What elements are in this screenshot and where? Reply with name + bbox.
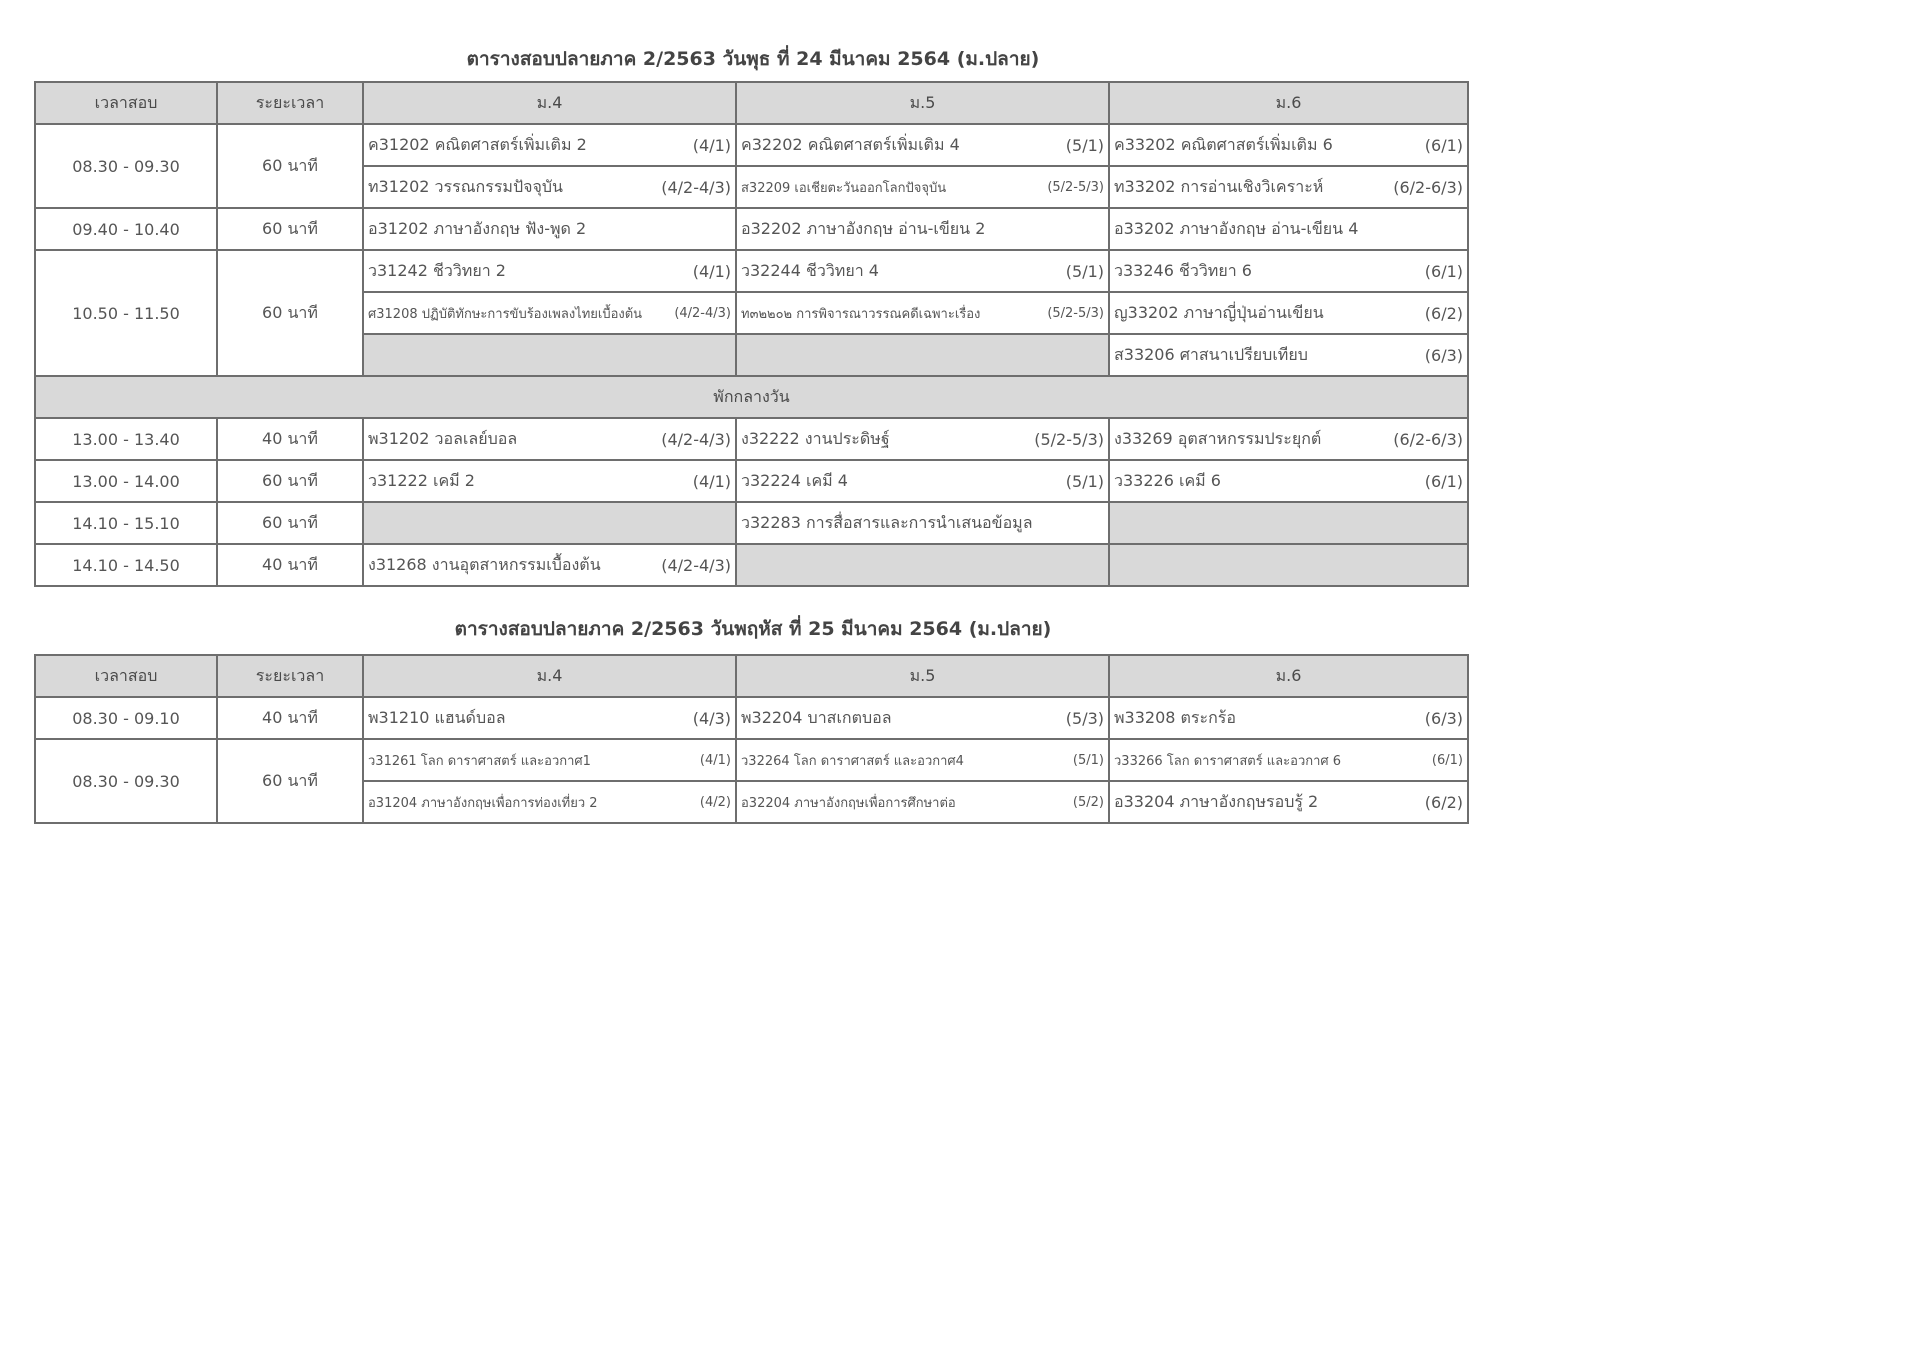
table-row — [35, 502, 1468, 544]
subject: ว32264 โลก ดาราศาสตร์ และอวกาศ4 — [741, 753, 964, 769]
exam-cell-m4 — [363, 166, 736, 208]
table-header-row — [35, 655, 1468, 697]
exam-cell-m6 — [1109, 418, 1468, 460]
class-group: (6/3) — [1424, 708, 1463, 728]
table-row — [35, 460, 1468, 502]
exam-duration: 40 นาที — [217, 544, 363, 586]
class-group: (4/1) — [699, 752, 731, 768]
subject: อ31202 ภาษาอังกฤษ ฟัง-พูด 2 — [368, 218, 587, 238]
exam-duration: 60 นาที — [217, 124, 363, 208]
subject: อ31204 ภาษาอังกฤษเพื่อการท่องเที่ยว 2 — [368, 795, 598, 811]
subject: อ33204 ภาษาอังกฤษรอบรู้ 2 — [1114, 791, 1319, 811]
exam-cell-m4 — [363, 418, 736, 460]
class-group: (5/1) — [1072, 752, 1104, 768]
class-group: (4/2-4/3) — [661, 177, 731, 197]
exam-schedule-title-day2: ตารางสอบปลายภาค 2/2563 วันพฤหัส ที่ 25 มีนาคม 2564 (ม.ปลาย) — [454, 618, 1052, 640]
exam-time: 10.50 - 11.50 — [35, 250, 217, 376]
subject: อ32202 ภาษาอังกฤษ อ่าน-เขียน 2 — [741, 218, 986, 238]
subject: ญ33202 ภาษาญี่ปุ่นอ่านเขียน — [1114, 302, 1324, 322]
header-m6: ม.6 — [1109, 655, 1468, 697]
exam-time: 09.40 - 10.40 — [35, 208, 217, 250]
subject: ง33269 อุตสาหกรรมประยุกต์ — [1114, 428, 1322, 448]
header-m5: ม.5 — [736, 82, 1109, 124]
subject: อ32204 ภาษาอังกฤษเพื่อการศึกษาต่อ — [741, 795, 956, 811]
exam-cell-m6 — [1109, 781, 1468, 823]
header-m4: ม.4 — [363, 82, 736, 124]
exam-cell-m5 — [736, 502, 1109, 544]
exam-cell-m5 — [736, 292, 1109, 334]
table-row — [35, 544, 1468, 586]
lunch-row — [35, 376, 1468, 418]
class-group: (5/2-5/3) — [1034, 429, 1104, 449]
exam-cell-m5 — [736, 250, 1109, 292]
class-group: (5/2) — [1072, 794, 1104, 810]
subject: อ33202 ภาษาอังกฤษ อ่าน-เขียน 4 — [1114, 218, 1359, 238]
exam-cell-m5 — [736, 781, 1109, 823]
class-group: (6/1) — [1424, 471, 1463, 491]
class-group: (4/2) — [699, 794, 731, 810]
exam-duration: 60 นาที — [217, 208, 363, 250]
subject: ค33202 คณิตศาสตร์เพิ่มเติม 6 — [1114, 134, 1333, 154]
class-group: (6/1) — [1431, 752, 1463, 768]
exam-time: 08.30 - 09.10 — [35, 697, 217, 739]
exam-cell-m6 — [1109, 739, 1468, 781]
subject: ว31222 เคมี 2 — [368, 470, 475, 490]
exam-cell-m6 — [1109, 250, 1468, 292]
exam-cell-m4 — [363, 739, 736, 781]
header-m5: ม.5 — [736, 655, 1109, 697]
class-group: (4/2-4/3) — [661, 555, 731, 575]
subject: ว32244 ชีววิทยา 4 — [741, 260, 879, 280]
class-group: (4/2-4/3) — [661, 429, 731, 449]
exam-duration: 40 นาที — [217, 697, 363, 739]
class-group: (6/2) — [1424, 303, 1463, 323]
subject: ว31261 โลก ดาราศาสตร์ และอวกาศ1 — [368, 753, 591, 769]
subject: ว33226 เคมี 6 — [1114, 470, 1221, 490]
header-exam-time: เวลาสอบ — [35, 655, 217, 697]
exam-cell-m6 — [1109, 292, 1468, 334]
subject: พ31210 แฮนด์บอล — [368, 707, 506, 727]
exam-time: 08.30 - 09.30 — [35, 124, 217, 208]
exam-cell-m5 — [736, 208, 1109, 250]
header-duration: ระยะเวลา — [217, 82, 363, 124]
subject: ส32209 เอเชียตะวันออกโลกปัจจุบัน — [741, 180, 947, 196]
exam-duration: 60 นาที — [217, 502, 363, 544]
subject: ท31202 วรรณกรรมปัจจุบัน — [368, 176, 563, 196]
class-group: (4/3) — [692, 708, 731, 728]
subject: ง32222 งานประดิษฐ์ — [741, 428, 890, 448]
exam-cell-m4 — [363, 292, 736, 334]
subject: พ31202 วอลเลย์บอล — [368, 428, 518, 448]
header-duration: ระยะเวลา — [217, 655, 363, 697]
exam-cell-m6 — [1109, 166, 1468, 208]
exam-duration: 60 นาที — [217, 460, 363, 502]
header-m6: ม.6 — [1109, 82, 1468, 124]
subject: ค32202 คณิตศาสตร์เพิ่มเติม 4 — [741, 134, 960, 154]
class-group: (4/1) — [692, 135, 731, 155]
exam-schedule-table-day1 — [34, 81, 1469, 587]
subject: ว32283 การสื่อสารและการนำเสนอข้อมูล — [741, 512, 1033, 532]
header-exam-time: เวลาสอบ — [35, 82, 217, 124]
class-group: (4/1) — [692, 261, 731, 281]
class-group: (6/2-6/3) — [1393, 429, 1463, 449]
exam-cell-m5 — [736, 418, 1109, 460]
table-row — [35, 250, 1468, 292]
table-row — [35, 739, 1468, 781]
table-header-row — [35, 82, 1468, 124]
exam-cell-m5 — [736, 739, 1109, 781]
empty-cell — [363, 502, 736, 544]
exam-time: 14.10 - 14.50 — [35, 544, 217, 586]
exam-cell-m5 — [736, 460, 1109, 502]
subject: ท33202 การอ่านเชิงวิเคราะห์ — [1114, 176, 1324, 196]
class-group: (6/2) — [1424, 792, 1463, 812]
class-group: (6/3) — [1424, 345, 1463, 365]
exam-time: 14.10 - 15.10 — [35, 502, 217, 544]
exam-cell-m4 — [363, 697, 736, 739]
empty-cell — [363, 334, 736, 376]
exam-cell-m5 — [736, 166, 1109, 208]
exam-duration: 60 นาที — [217, 739, 363, 823]
empty-cell — [1109, 502, 1468, 544]
exam-cell-m4 — [363, 544, 736, 586]
exam-cell-m6 — [1109, 697, 1468, 739]
exam-cell-m4 — [363, 124, 736, 166]
class-group: (5/3) — [1065, 708, 1104, 728]
exam-duration: 40 นาที — [217, 418, 363, 460]
class-group: (4/2-4/3) — [674, 305, 731, 321]
exam-cell-m4 — [363, 250, 736, 292]
class-group: (5/1) — [1065, 471, 1104, 491]
subject: ส33206 ศาสนาเปรียบเทียบ — [1114, 344, 1308, 364]
subject: ว31242 ชีววิทยา 2 — [368, 260, 506, 280]
empty-cell — [736, 544, 1109, 586]
table-row — [35, 697, 1468, 739]
subject: พ32204 บาสเกตบอล — [741, 707, 892, 727]
subject: ว33266 โลก ดาราศาสตร์ และอวกาศ 6 — [1114, 753, 1342, 769]
exam-cell-m5 — [736, 124, 1109, 166]
class-group: (5/2-5/3) — [1047, 179, 1104, 195]
exam-cell-m4 — [363, 781, 736, 823]
exam-cell-m6 — [1109, 460, 1468, 502]
subject: ว33246 ชีววิทยา 6 — [1114, 260, 1252, 280]
subject: พ33208 ตระกร้อ — [1114, 707, 1236, 727]
subject: ง31268 งานอุตสาหกรรมเบื้องต้น — [368, 554, 601, 574]
header-m4: ม.4 — [363, 655, 736, 697]
table-row — [35, 208, 1468, 250]
class-group: (6/2-6/3) — [1393, 177, 1463, 197]
empty-cell — [1109, 544, 1468, 586]
exam-cell-m5 — [736, 697, 1109, 739]
exam-cell-m6 — [1109, 124, 1468, 166]
lunch-break-label: พักกลางวัน — [35, 376, 1468, 418]
exam-time: 13.00 - 13.40 — [35, 418, 217, 460]
exam-cell-m4 — [363, 460, 736, 502]
exam-time: 08.30 - 09.30 — [35, 739, 217, 823]
exam-schedule-table-day2 — [34, 654, 1469, 824]
exam-time: 13.00 - 14.00 — [35, 460, 217, 502]
class-group: (5/1) — [1065, 261, 1104, 281]
subject: ศ31208 ปฏิบัติทักษะการขับร้องเพลงไทยเบื้องต้น — [368, 306, 643, 322]
empty-cell — [736, 334, 1109, 376]
exam-cell-m6 — [1109, 208, 1468, 250]
class-group: (6/1) — [1424, 261, 1463, 281]
subject: ค31202 คณิตศาสตร์เพิ่มเติม 2 — [368, 134, 587, 154]
exam-schedule-title-day1: ตารางสอบปลายภาค 2/2563 วันพุธ ที่ 24 มีนาคม 2564 (ม.ปลาย) — [466, 48, 1040, 70]
table-row — [35, 418, 1468, 460]
table-row — [35, 124, 1468, 166]
exam-cell-m4 — [363, 208, 736, 250]
class-group: (5/1) — [1065, 135, 1104, 155]
class-group: (5/2-5/3) — [1047, 305, 1104, 321]
subject: ท๓๒๒๐๒ การพิจารณาวรรณคดีเฉพาะเรื่อง — [741, 306, 981, 322]
exam-duration: 60 นาที — [217, 250, 363, 376]
subject: ว32224 เคมี 4 — [741, 470, 848, 490]
class-group: (6/1) — [1424, 135, 1463, 155]
class-group: (4/1) — [692, 471, 731, 491]
exam-cell-m6 — [1109, 334, 1468, 376]
